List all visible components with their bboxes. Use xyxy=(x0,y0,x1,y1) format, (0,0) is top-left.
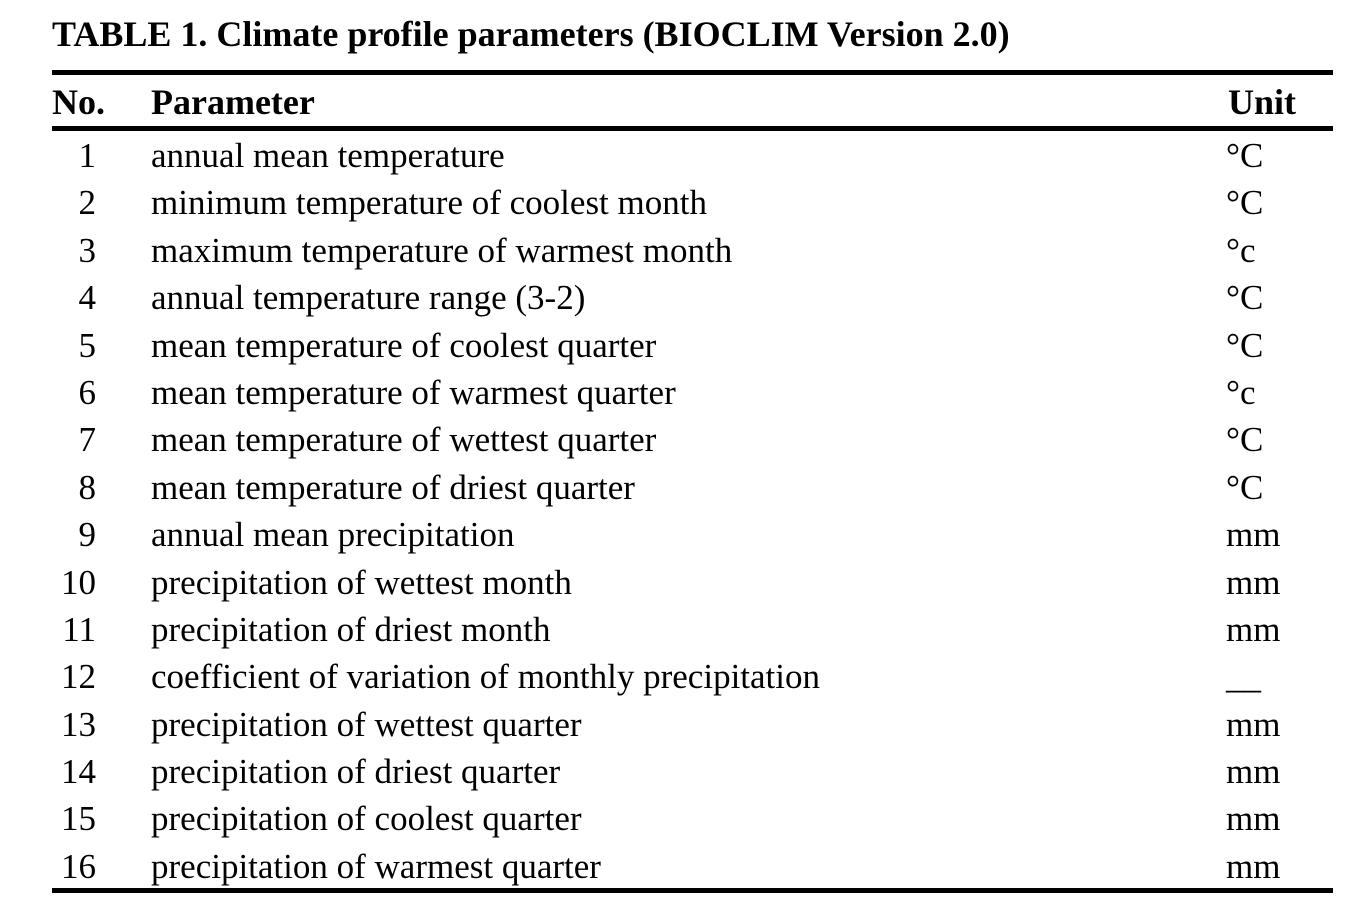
header-unit: Unit xyxy=(1228,82,1297,122)
table-header xyxy=(52,80,1333,124)
row-number: 10 xyxy=(61,562,96,602)
table-row xyxy=(52,511,1333,558)
row-parameter: mean temperature of wettest quarter xyxy=(151,420,657,460)
table-row xyxy=(52,701,1333,748)
row-unit: mm xyxy=(1226,752,1281,792)
row-unit: °C xyxy=(1226,136,1264,175)
row-unit: mm xyxy=(1226,515,1281,555)
row-unit: mm xyxy=(1226,609,1281,649)
table-row xyxy=(52,653,1333,700)
table-row xyxy=(52,464,1333,511)
table-row xyxy=(52,843,1333,890)
table-caption: TABLE 1. Climate profile parameters (BIOCLIM Version 2.0) xyxy=(52,14,1010,54)
row-unit: °C xyxy=(1226,325,1264,365)
row-parameter: precipitation of wettest month xyxy=(151,562,572,602)
table-row xyxy=(52,369,1333,416)
row-number: 7 xyxy=(78,420,96,460)
row-parameter: annual temperature range (3-2) xyxy=(151,278,586,318)
row-parameter: precipitation of coolest quarter xyxy=(151,799,582,839)
table-row xyxy=(52,322,1333,369)
row-number: 5 xyxy=(78,325,96,365)
header-rule xyxy=(52,126,1333,131)
header-no: No. xyxy=(52,82,105,122)
row-unit: °c xyxy=(1226,372,1256,412)
row-parameter: precipitation of driest month xyxy=(151,609,551,649)
table-row xyxy=(52,227,1333,274)
row-parameter: maximum temperature of warmest month xyxy=(151,230,733,270)
row-number: 9 xyxy=(78,515,96,555)
table-row xyxy=(52,132,1333,179)
row-parameter: precipitation of wettest quarter xyxy=(151,704,582,744)
row-unit: °C xyxy=(1226,467,1264,507)
table-body xyxy=(52,132,1333,890)
row-parameter: annual mean precipitation xyxy=(151,515,515,555)
row-number: 4 xyxy=(78,278,96,318)
row-number: 8 xyxy=(78,467,96,507)
row-parameter: precipitation of driest quarter xyxy=(151,752,561,792)
header-parameter: Parameter xyxy=(151,82,315,122)
row-number: 14 xyxy=(61,752,96,792)
row-unit: °C xyxy=(1226,183,1264,223)
row-parameter: mean temperature of coolest quarter xyxy=(151,325,657,365)
row-unit: °c xyxy=(1226,230,1256,270)
row-unit: mm xyxy=(1226,562,1281,602)
row-unit: mm xyxy=(1226,704,1281,744)
top-rule xyxy=(52,70,1333,75)
table-row xyxy=(52,606,1333,653)
table-row xyxy=(52,179,1333,226)
table-row xyxy=(52,559,1333,606)
row-parameter: mean temperature of driest quarter xyxy=(151,467,635,507)
row-number: 12 xyxy=(61,657,96,697)
row-number: 3 xyxy=(78,230,96,270)
row-parameter: mean temperature of warmest quarter xyxy=(151,372,676,412)
row-number: 13 xyxy=(61,704,96,744)
row-unit: °C xyxy=(1226,420,1264,460)
table-row xyxy=(52,748,1333,795)
row-unit: mm xyxy=(1226,799,1281,839)
bottom-rule xyxy=(52,888,1333,893)
table-row xyxy=(52,795,1333,842)
row-number: 11 xyxy=(62,609,96,649)
row-number: 1 xyxy=(78,136,96,175)
row-parameter: coefficient of variation of monthly precipitation xyxy=(151,657,820,697)
row-parameter: minimum temperature of coolest month xyxy=(151,183,707,223)
row-unit: °C xyxy=(1226,278,1264,318)
row-number: 16 xyxy=(61,846,96,886)
row-number: 6 xyxy=(78,372,96,412)
row-parameter: precipitation of warmest quarter xyxy=(151,846,601,886)
table-row xyxy=(52,416,1333,463)
row-unit: mm xyxy=(1226,846,1281,886)
row-parameter: annual mean temperature xyxy=(151,136,505,175)
row-number: 2 xyxy=(78,183,96,223)
table-row xyxy=(52,274,1333,321)
row-unit: __ xyxy=(1226,657,1261,697)
row-number: 15 xyxy=(61,799,96,839)
